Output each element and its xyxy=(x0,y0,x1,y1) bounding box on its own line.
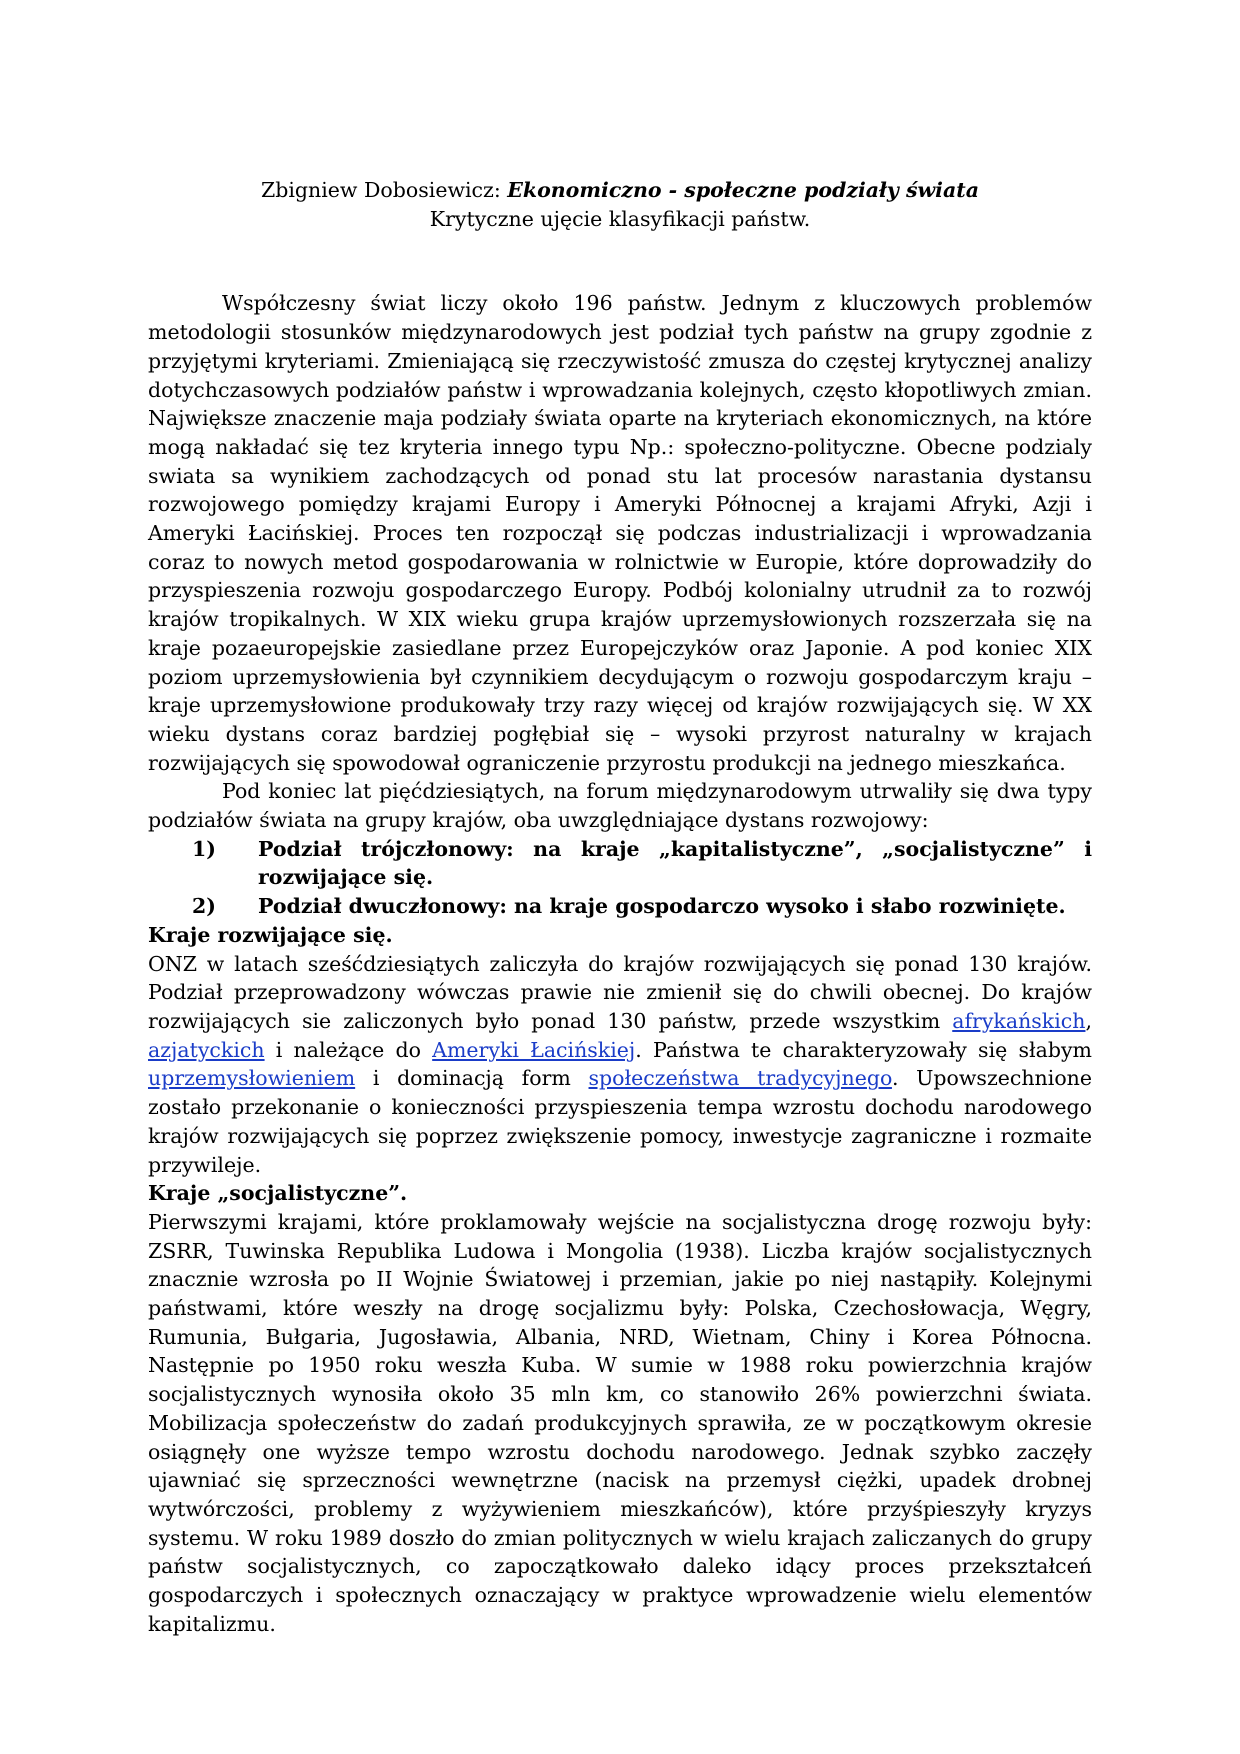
list-number: 1) xyxy=(192,836,216,861)
link-latin-america[interactable]: Ameryki Łacińskiej xyxy=(432,1037,636,1062)
work-title: Ekonomiczno - społeczne podziały świata xyxy=(507,178,979,202)
text-segment: , xyxy=(1085,1008,1092,1033)
socialist-paragraph: Pierwszymi krajami, które proklamowały wejście na socjalistyczna drogę rozwoju były: ZSRR, Tuwinska Republika Ludowa i Mongolia (1938). Liczba krajów socjalistycznych znacznie wzrosła po II Wojnie Światowej i przemian, jakie po niej nastąpiły. Kolejnymi państwami, które weszły na drogę socjalizmu były: Polska, Czechosłowacja, Węgry, Rumunia, Bułgaria, Jugosławia, Albania, NRD, Wietnam, Chiny i Korea Północna. Następnie po 1950 roku weszła Kuba. W sumie w 1988 roku powierzchnia krajów socjalistycznych wynosiła około 35 mln km, co stanowiło 26% powierzchni świata. Mobilizacja społeczeństw do zadań produkcyjnych sprawiła, ze w początkowym okresie osiągnęły one wyższe tempo wzrostu dochodu narodowego. Jednak szybko zaczęły ujawniać się sprzeczności wewnętrzne (nacisk na przemysł ciężki, upadek drobnej wytwórczości, problemy z wyżywieniem mieszkańców), które przyśpieszyły kryzys systemu. W roku 1989 doszło do zmian politycznych w wielu krajach zaliczanych do grupy państw socjalistycznych, co zapoczątkowało daleko idący proces przekształceń gospodarczych i społecznych oznaczający w praktyce wprowadzenie wielu elementów kapitalizmu. xyxy=(148,1209,1092,1636)
list-number: 2) xyxy=(192,894,216,919)
section-heading-developing: Kraje rozwijające się. xyxy=(148,922,393,947)
text-segment: . Upowszechnione zostało przekonanie o konieczności przyspieszenia tempa wzrostu dochodu narodowego krajów rozwijających się poprzez zwiększenie pomocy, inwestycje zagraniczne i rozmaite przywileje. xyxy=(148,1066,1092,1177)
text-segment: i dominacją form xyxy=(355,1066,589,1091)
link-traditional-society[interactable]: społeczeństwa tradycyjnego xyxy=(588,1066,892,1091)
spacer xyxy=(148,233,1092,289)
list-item-text: Podział dwuczłonowy: na kraje gospodarczo wysoko i słabo rozwinięte. xyxy=(258,894,1066,919)
document-title xyxy=(148,176,1092,205)
text-segment: ONZ w latach sześćdziesiątych zaliczyła do krajów rozwijających się ponad 130 krajów. Podział przeprowadzony wówczas prawie nie zmienił się do chwili obecnej. Do krajów rozwijających sie zaliczonych było ponad 130 państw, przede wszystkim xyxy=(148,951,1092,1033)
link-industrialization[interactable]: uprzemysłowieniem xyxy=(148,1066,356,1091)
intro-paragraph-1: Współczesny świat liczy około 196 państw. Jednym z kluczowych problemów metodologii stosunków międzynarodowych jest podział tych państw na grupy zgodnie z przyjętymi kryteriami. Zmieniającą się rzeczywistość zmusza do częstej krytycznej analizy dotychczasowych podziałów państw i wprowadzania kolejnych, często kłopotliwych zmian. Największe znaczenie maja podziały świata oparte na kryteriach ekonomicznych, na które mogą nakładać się tez kryteria innego typu Np.: społeczno-polityczne. Obecne podzialy swiata sa wynikiem zachodzących od ponad stu lat procesów narastania dystansu rozwojowego pomiędzy krajami Europy i Ameryki Północnej a krajami Afryki, Azji i Ameryki Łacińskiej. Proces ten rozpoczął się podczas industrializacji i wprowadzania coraz to nowych metod gospodarowania w rolnictwie w Europie, które doprowadziły do przyspieszenia rozwoju gospodarczego Europy. Podbój kolonialny utrudnił za to rozwój krajów tropikalnych. W XIX wieku grupa krajów uprzemysłowionych rozszerzała się na kraje pozaeuropejskie zasiedlane przez Europejczyków oraz Japonie. A pod koniec XIX poziom uprzemysłowienia był czynnikiem decydującym o rozwoju gospodarczym kraju – kraje uprzemysłowione produkowały trzy razy więcej od krajów rozwijających się. W XX wieku dystans coraz bardziej pogłębiał się – wysoki przyrost naturalny w krajach rozwijających się spowodował ograniczenie przyrostu produkcji na jednego mieszkańca. xyxy=(148,291,1092,775)
author-name: Zbigniew Dobosiewicz: xyxy=(261,178,508,202)
document-page xyxy=(148,176,1092,1638)
link-african[interactable]: afrykańskich xyxy=(952,1008,1086,1033)
intro-paragraph-2: Pod koniec lat pięćdziesiątych, na forum międzynarodowym utrwaliły się dwa typy podziałów świata na grupy krajów, oba uwzględniające dystans rozwojowy: xyxy=(148,779,1092,833)
text-segment: . Państwa te charakteryzowały się słabym xyxy=(635,1037,1092,1062)
text-segment: i należące do xyxy=(264,1037,433,1062)
list-item xyxy=(148,892,1092,921)
section-heading-socialist: Kraje „socjalistyczne”. xyxy=(148,1181,408,1206)
developing-paragraph xyxy=(148,950,1092,1180)
link-asian[interactable]: azjatyckich xyxy=(148,1037,265,1062)
document-subtitle: Krytyczne ujęcie klasyfikacji państw. xyxy=(429,206,811,231)
criteria-list xyxy=(148,835,1092,921)
list-item xyxy=(148,835,1092,892)
list-item-text: Podział trójczłonowy: na kraje „kapitalistyczne”, „socjalistyczne” i rozwijające się. xyxy=(258,836,1092,890)
